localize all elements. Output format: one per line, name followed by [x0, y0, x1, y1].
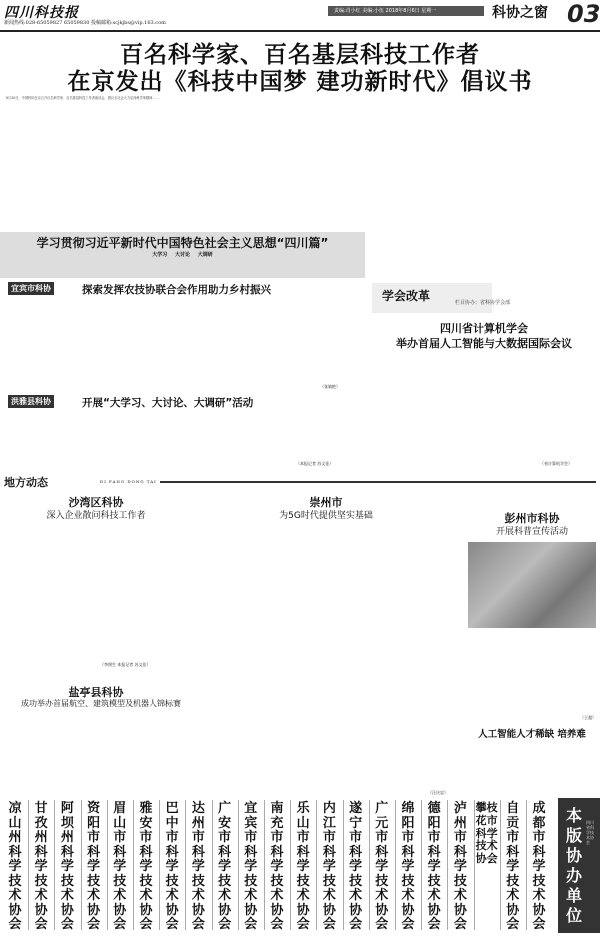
sponsor-unit: 阿坝州科学技术协会 — [60, 801, 74, 932]
shawan-body — [6, 522, 186, 668]
series-banner — [0, 232, 365, 278]
banner-subtitle: 大学习 大讨论 大调研 — [152, 252, 213, 258]
sponsor-divider — [185, 800, 186, 930]
sponsor-divider — [526, 800, 527, 930]
sponsor-divider — [107, 800, 108, 930]
sponsor-divider — [159, 800, 160, 930]
masthead: 四川科技报 — [4, 5, 79, 21]
sponsor-unit: 眉山市科学技术协会 — [113, 801, 127, 932]
sponsor-unit: 遂宁市科学技术协会 — [349, 801, 363, 932]
banner-title: 学习贯彻习近平新时代中国特色社会主义思想“四川篇” — [36, 236, 329, 250]
page-number: 03 — [567, 0, 600, 28]
sponsor-unit: 广安市科学技术协会 — [218, 801, 232, 932]
local-news-title: 地方动态 — [4, 476, 48, 489]
pengzhou-title: 彭州市科协 — [504, 512, 560, 525]
hongya-tag: 洪雅县科协 — [8, 395, 54, 408]
sponsor-unit: 泸州市科学技术协会 — [453, 801, 467, 932]
sponsor-divider — [28, 800, 29, 930]
pengzhou-body — [468, 632, 596, 720]
talent-title: 人工智能人才稀缺 培养难 — [478, 729, 586, 740]
yanting-title: 盐亭县科协 — [68, 686, 124, 699]
sponsor-divider — [343, 800, 344, 930]
chongzhou-author: （汪庆忠） — [428, 790, 448, 795]
sponsor-divider — [369, 800, 370, 930]
sponsor-unit: 达州市科学技术协会 — [191, 801, 205, 932]
sponsor-unit: 巴中市科学技术协会 — [165, 801, 179, 932]
pengzhou-author: （王超） — [580, 715, 596, 720]
yibin-tag: 宜宾市科协 — [8, 282, 54, 295]
yibin-author: （张婧艳） — [320, 384, 340, 389]
sponsor-unit: 内江市科学技术协会 — [322, 801, 336, 932]
section-title: 科协之窗 — [492, 5, 548, 21]
contact-info: 新闻热线:028-65059827 65059830 投稿邮箱:scjkjbs@vip.163.com — [4, 20, 166, 26]
chongzhou-body — [190, 522, 462, 668]
sponsor-divider — [395, 800, 396, 930]
sponsor-unit: 自贡市科学技术协会 — [506, 801, 520, 932]
pengzhou-subtitle: 开展科普宣传活动 — [495, 527, 568, 537]
sponsor-divider — [474, 800, 475, 930]
sponsor-divider — [54, 800, 55, 930]
chongzhou-title: 崇州市 — [309, 496, 343, 509]
shawan-author: （李照生 本报记者 苏文佳） — [100, 662, 151, 667]
yanting-body — [6, 712, 462, 796]
shawan-subtitle: 深入企业散问科技工作者 — [46, 511, 146, 521]
pengzhou-photo — [468, 542, 596, 628]
sponsor-unit: 广元市科学技术协会 — [375, 801, 389, 932]
headline-line1: 百名科学家、百名基层科技工作者 — [120, 41, 480, 68]
sponsor-divider — [500, 800, 501, 930]
sponsor-label-sub: 四川省科学技术协会 — [586, 820, 594, 845]
sponsor-unit: 德阳市科学技术协会 — [427, 801, 441, 932]
reform-sponsor: 栏目协办：省科协学会部 — [455, 300, 511, 306]
hongya-title: 开展“大学习、大讨论、大调研”活动 — [82, 397, 254, 409]
sponsor-unit: 甘孜州科学技术协会 — [34, 801, 48, 932]
talent-body — [468, 740, 596, 796]
sponsor-unit: 资阳市科学技术协会 — [87, 801, 101, 932]
sponsor-divider — [421, 800, 422, 930]
sponsor-unit: 宜宾市科学技术协会 — [244, 801, 258, 932]
sichuan-body — [372, 352, 596, 467]
yibin-title: 探索发挥农技协联合会作用助力乡村振兴 — [82, 284, 271, 296]
header-rule — [0, 30, 600, 32]
sichuan-title2: 举办首届人工智能与大数据国际会议 — [396, 337, 572, 350]
sponsor-divider — [316, 800, 317, 930]
sponsor-unit: 成都市科学技术协会 — [532, 801, 546, 932]
sponsor-unit: 雅安市科学技术协会 — [139, 801, 153, 932]
yanting-subtitle: 成功举办首届航空、建筑模型及机器人锦标赛 — [21, 699, 181, 708]
sponsor-unit: 攀枝花市科学技术协会 — [475, 801, 498, 866]
sponsor-divider — [81, 800, 82, 930]
hongya-author: （本报记者 苏文佳） — [296, 461, 334, 466]
sponsor-divider — [133, 800, 134, 930]
local-news-rule — [160, 481, 596, 483]
sponsor-divider — [238, 800, 239, 930]
sponsor-divider — [447, 800, 448, 930]
sponsor-unit: 南充市科学技术协会 — [270, 801, 284, 932]
sponsor-divider — [290, 800, 291, 930]
chongzhou-subtitle: 为5G时代提供坚实基础 — [279, 511, 373, 521]
sponsor-label: 本版协办单位 — [566, 806, 583, 925]
editor-date: 责编:肖小红 美编:小伍 2018年8月6日 星期一 — [328, 6, 484, 16]
local-news-en: DI FANG DONG TAI — [100, 479, 157, 484]
shawan-title: 沙湾区科协 — [68, 496, 124, 509]
sichuan-author: （省计算机学会） — [540, 461, 572, 466]
yibin-body — [6, 298, 363, 390]
headline-line2: 在京发出《科技中国梦 建功新时代》倡议书 — [67, 68, 533, 95]
lead-article-continued — [372, 96, 596, 276]
reform-label: 学会改革 — [382, 289, 431, 303]
sichuan-title1: 四川省计算机学会 — [440, 322, 528, 335]
sponsor-unit: 绵阳市科学技术协会 — [401, 801, 415, 932]
hongya-body — [6, 410, 363, 466]
sponsor-unit: 凉山州科学技术协会 — [8, 801, 22, 932]
sponsor-unit: 乐山市科学技术协会 — [296, 801, 310, 932]
sponsor-divider — [264, 800, 265, 930]
lead-text: 8月30日，中国科协在京召开百名科学家、百名基层科技工作者座谈会，倡议全社会大力弘扬科学家精神…… — [6, 96, 159, 100]
sponsor-divider — [212, 800, 213, 930]
